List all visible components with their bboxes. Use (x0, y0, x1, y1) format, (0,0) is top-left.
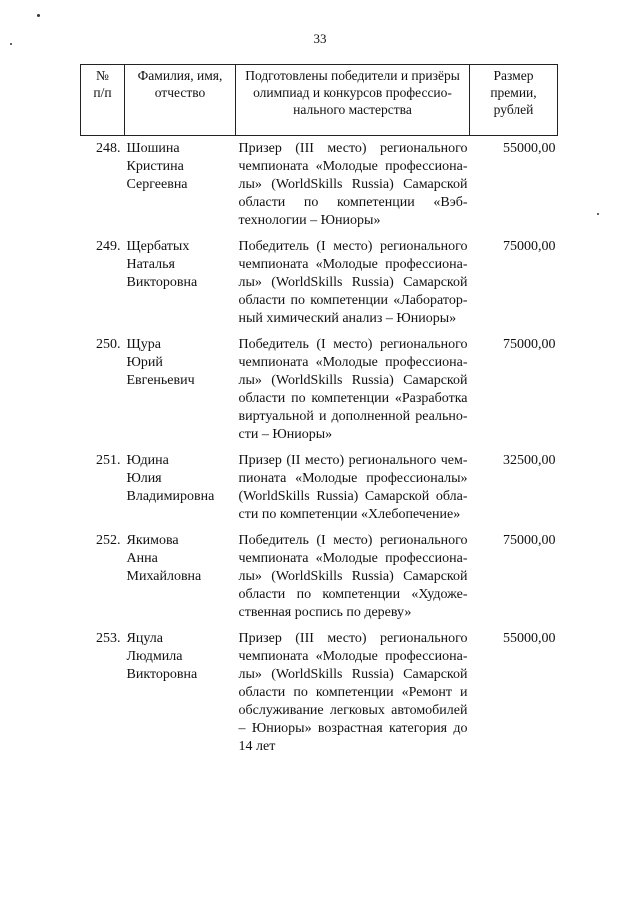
row-amount: 75000,00 (503, 239, 556, 254)
table-header-row (81, 65, 558, 136)
table-row (81, 136, 558, 239)
table-row (81, 336, 558, 452)
row-amount: 32500,00 (503, 453, 556, 468)
row-full-name: Якимова Анна Михайловна (126, 533, 202, 584)
row-description: Призер (III место) регионального чемпионата «Молодые профессиона-лы» (WorldSkills Russia) Самарской области по компетенции «Вэб-технологии – Юниоры» (238, 141, 468, 228)
row-amount: 75000,00 (503, 337, 556, 352)
scan-speck (597, 213, 599, 215)
table-row (81, 630, 558, 764)
row-amount: 55000,00 (503, 141, 556, 156)
row-number: 253. (96, 631, 121, 646)
row-full-name: Щура Юрий Евгеньевич (126, 337, 195, 388)
row-description: Победитель (I место) регионального чемпионата «Молодые профессиона-лы» (WorldSkills Russia) Самарской области по компетенции «Лаборатор-ный химический анализ – Юниоры» (238, 239, 468, 326)
header-award-amount: Размер премии, рублей (470, 65, 558, 136)
row-full-name: Шошина Кристина Сергеевна (126, 141, 188, 192)
row-number: 249. (96, 239, 121, 254)
table-row (81, 532, 558, 630)
row-description: Победитель (I место) регионального чемпионата «Молодые профессиона-лы» (WorldSkills Russia) Самарской области по компетенции «Разработка виртуальной и дополненной реально-сти – Юниоры» (238, 337, 468, 442)
row-full-name: Яцула Людмила Викторовна (126, 631, 198, 682)
row-description: Победитель (I место) регионального чемпионата «Молодые профессиона-лы» (WorldSkills Russia) Самарской области по компетенции «Художе-ственная роспись по дереву» (238, 533, 468, 620)
row-number: 252. (96, 533, 121, 548)
scan-speck (37, 14, 40, 17)
header-description: Подготовлены победители и призёры олимпиад и конкурсов профессио- нального мастерства (236, 65, 470, 136)
header-number: № п/п (81, 65, 125, 136)
row-amount: 55000,00 (503, 631, 556, 646)
row-number: 250. (96, 337, 121, 352)
header-full-name: Фамилия, имя, отчество (125, 65, 236, 136)
awards-table (80, 64, 558, 764)
row-number: 251. (96, 453, 121, 468)
row-full-name: Щербатых Наталья Викторовна (126, 239, 198, 290)
table-row (81, 452, 558, 532)
row-amount: 75000,00 (503, 533, 556, 548)
page-number: 33 (313, 31, 327, 46)
row-full-name: Юдина Юлия Владимировна (126, 453, 215, 504)
row-number: 248. (96, 141, 121, 156)
table-row (81, 238, 558, 336)
row-description: Призер (III место) регионального чемпионата «Молодые профессиона-лы» (WorldSkills Russia) Самарской области по компетенции «Ремонт и обслуживание легковых автомобилей – Юниоры» возрастная категория до 14 лет (238, 631, 468, 754)
row-description: Призер (II место) регионального чем-пионата «Молодые профессионалы» (WorldSkills Russia) Самарской обла-сти по компетенции «Хлебопечение» (238, 453, 468, 522)
